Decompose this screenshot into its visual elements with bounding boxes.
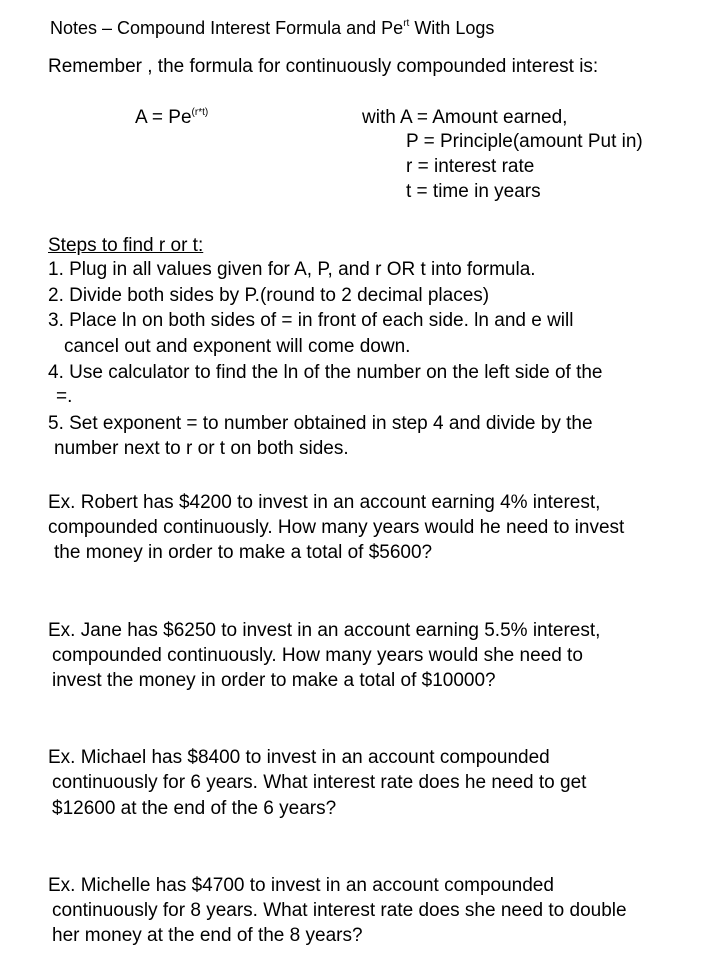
example-line: continuously for 8 years. What interest rate does she need to double [52,900,627,921]
formula-base: A = Pe [135,107,192,128]
definition-time: t = time in years [406,181,541,202]
example-line: Ex. Robert has $4200 to invest in an account earning 4% interest, [48,492,601,513]
page-title [50,17,494,39]
example-line: compounded continuously. How many years would she need to [52,645,583,666]
remember-text: Remember , the formula for continuously compounded interest is: [48,56,599,77]
definition-principle: P = Principle(amount Put in) [406,131,643,152]
example-line: Ex. Jane has $6250 to invest in an account earning 5.5% interest, [48,620,601,641]
example-line: $12600 at the end of the 6 years? [52,798,337,819]
step-line: 3. Place ln on both sides of = in front of each side. ln and e will [48,310,574,331]
example-line: the money in order to make a total of $5600? [54,542,433,563]
step-line: =. [56,386,73,407]
step-line: 2. Divide both sides by P.(round to 2 decimal places) [48,285,490,306]
example-line: Ex. Michael has $8400 to invest in an account compounded [48,747,550,768]
title-prefix: Notes – Compound Interest Formula and Pe [50,18,404,38]
steps-heading: Steps to find r or t: [48,235,204,256]
title-exponent: rt [403,18,410,29]
example-line: her money at the end of the 8 years? [52,925,363,946]
example-line: continuously for 6 years. What interest rate does he need to get [52,772,587,793]
step-line: cancel out and exponent will come down. [64,336,411,357]
step-line: 4. Use calculator to find the ln of the number on the left side of the [48,362,603,383]
formula-exponent: (r*t) [191,107,209,118]
definition-rate: r = interest rate [406,156,535,177]
example-line: compounded continuously. How many years would he need to invest [48,517,625,538]
step-line: 5. Set exponent = to number obtained in step 4 and divide by the [48,413,593,434]
step-line: number next to r or t on both sides. [54,438,349,459]
definition-amount: with A = Amount earned, [362,107,568,128]
example-line: invest the money in order to make a total of $10000? [52,670,496,691]
formula [135,107,208,129]
example-line: Ex. Michelle has $4700 to invest in an account compounded [48,875,554,896]
step-line: 1. Plug in all values given for A, P, and r OR t into formula. [48,259,536,280]
title-suffix: With Logs [409,18,495,38]
